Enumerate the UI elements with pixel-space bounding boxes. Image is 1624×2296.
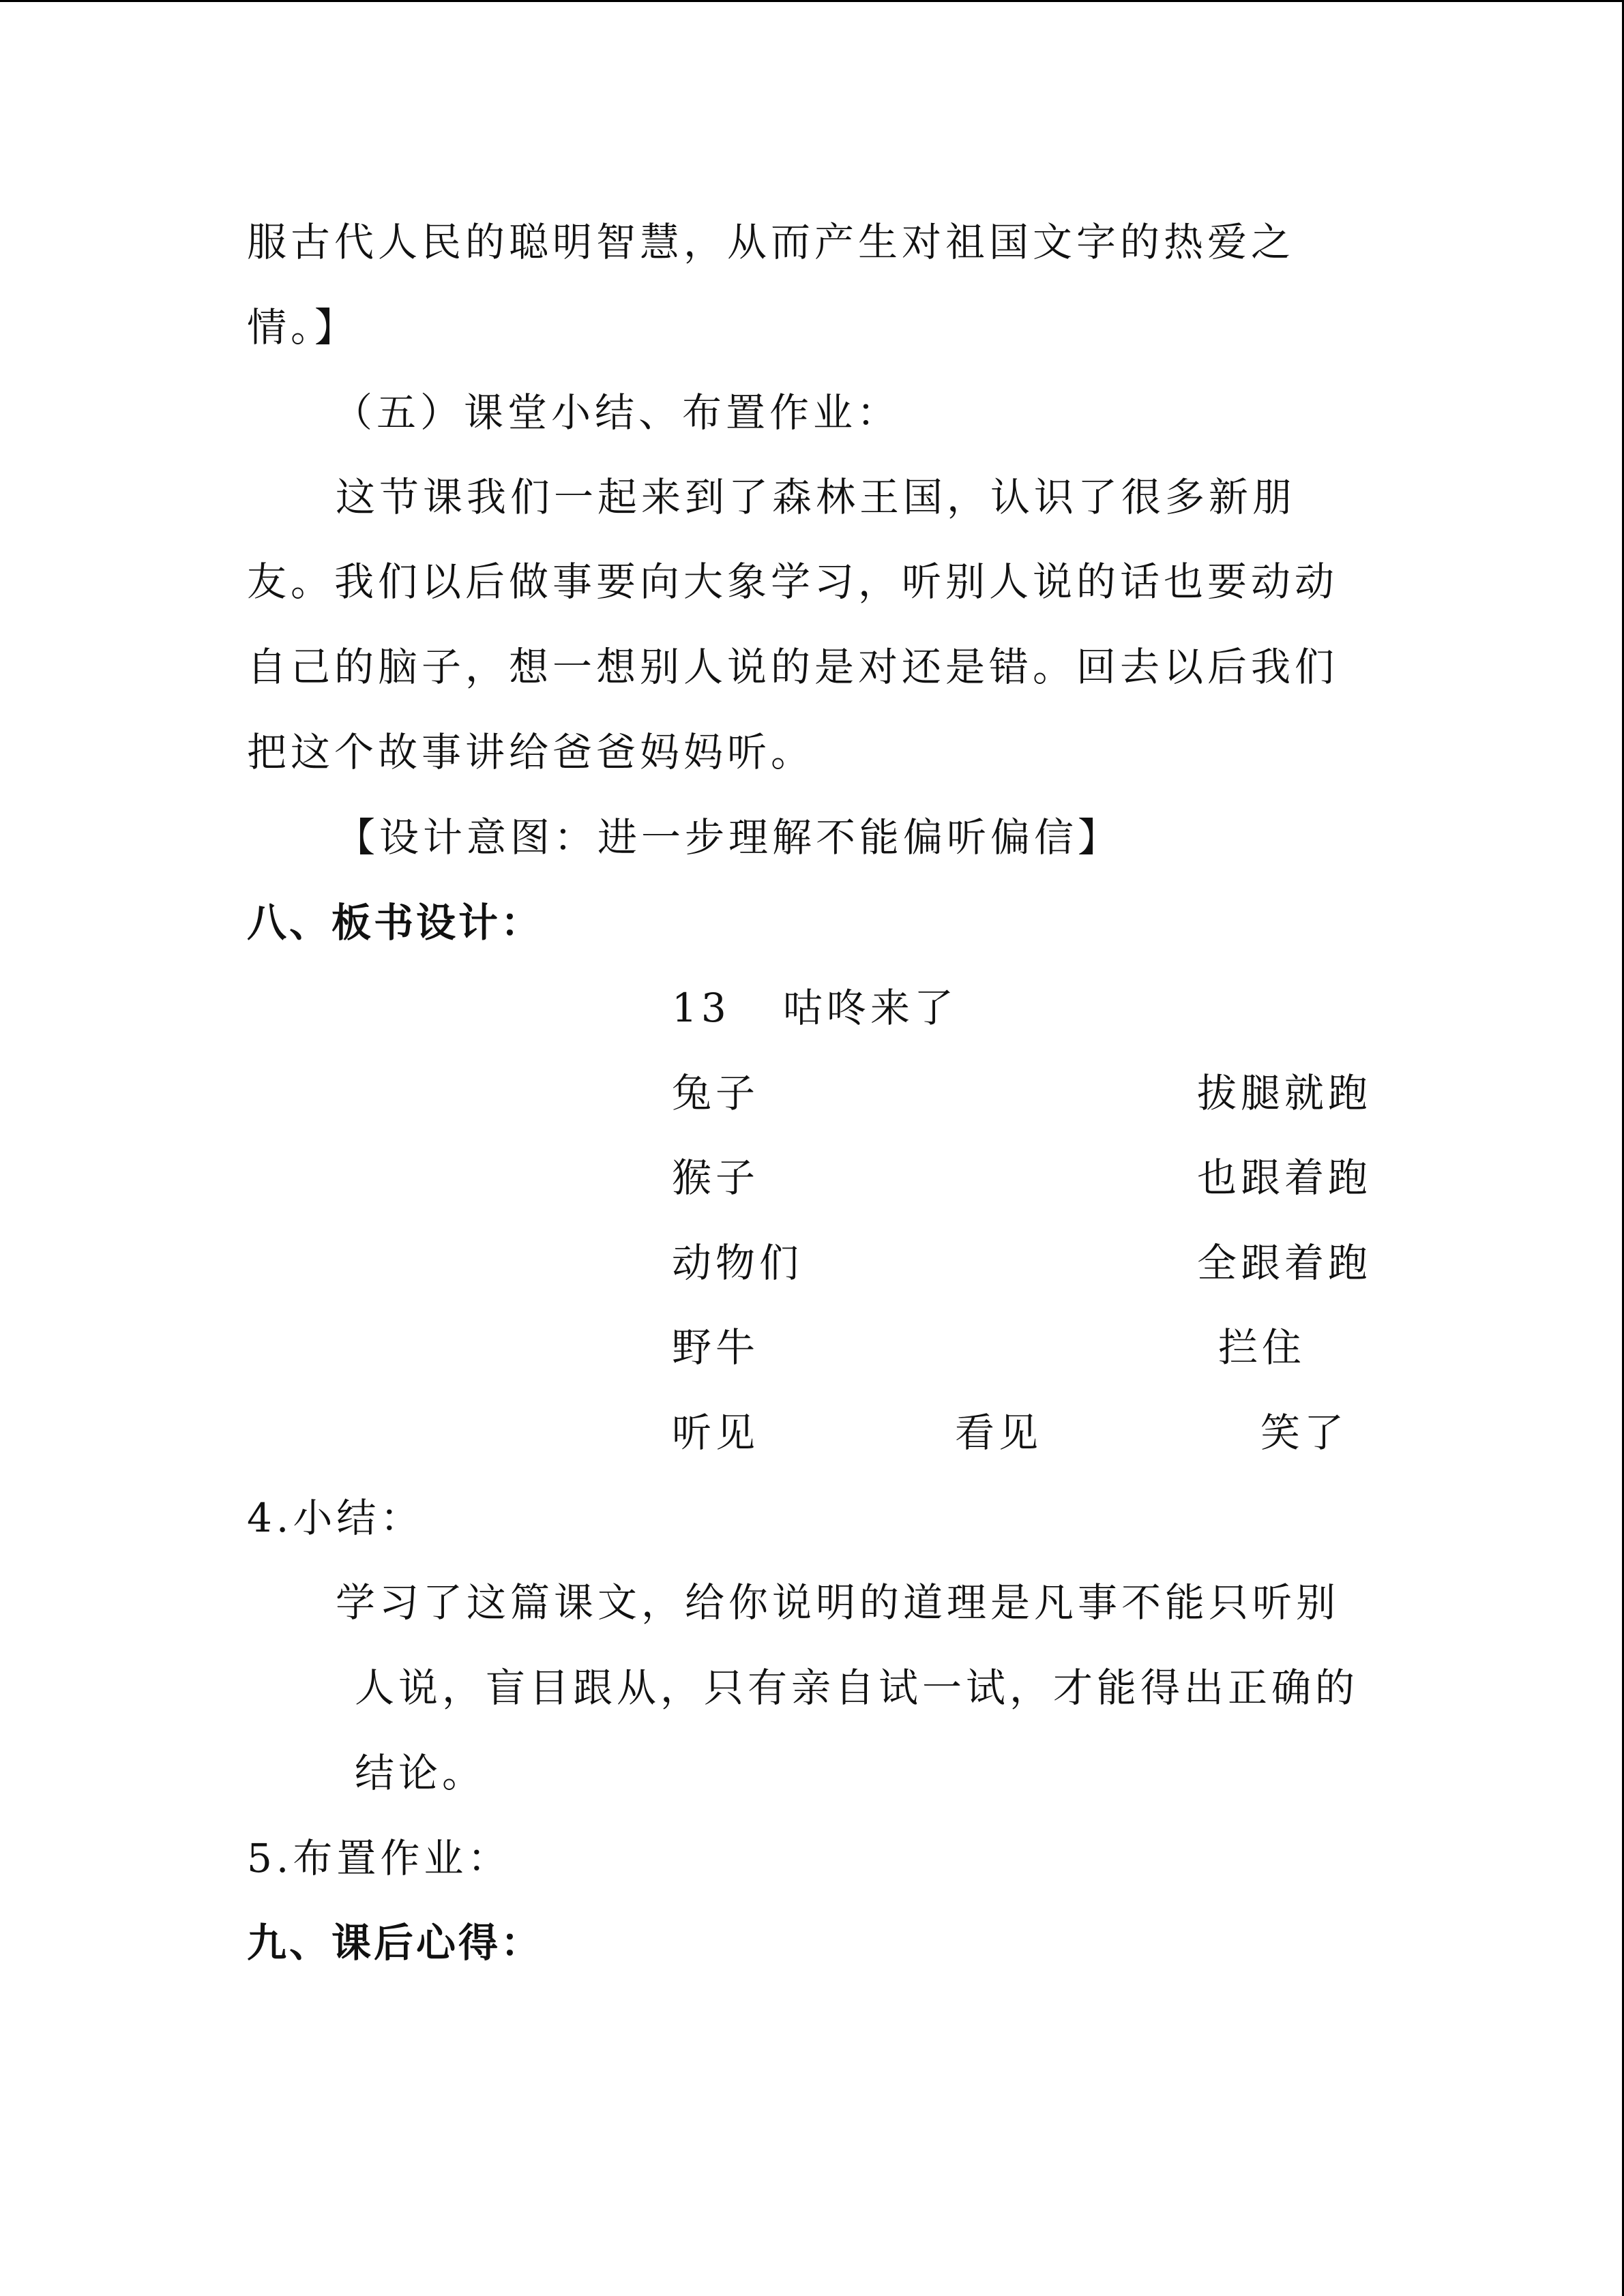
board-row-right: 拔腿就跑	[1197, 1070, 1372, 1116]
board-last-row-left: 听见	[672, 1410, 760, 1456]
reflection-heading: 九、课后心得：	[247, 1920, 544, 1966]
summary-heading: （五）课堂小结、布置作业：	[333, 389, 901, 436]
board-row-right: 拦住	[1218, 1324, 1306, 1371]
board-title-text: 咕咚来了	[783, 985, 958, 1031]
summary-paragraph-line-4: 把这个故事讲给爸爸妈妈听。	[247, 729, 815, 775]
board-title-number: 13	[672, 985, 730, 1031]
board-row-right: 也跟着跑	[1197, 1154, 1372, 1201]
summary-paragraph-line-1: 这节课我们一起来到了森林王国，认识了很多新朋	[336, 474, 1297, 520]
board-row-left: 野牛	[672, 1324, 760, 1371]
conclusion-line-2: 人说，盲目跟从，只有亲自试一试，才能得出正确的	[355, 1665, 1359, 1711]
board-last-row-middle: 看见	[955, 1410, 1043, 1456]
conclusion-line-1: 学习了这篇课文，给你说明的道理是凡事不能只听别	[336, 1579, 1340, 1626]
board-row-right: 全跟着跑	[1197, 1240, 1372, 1286]
board-row-left: 兔子	[672, 1070, 760, 1116]
lesson-text-line-2: 情。】	[247, 304, 359, 351]
lesson-text-line-1: 服古代人民的聪明智慧，从而产生对祖国文字的热爱之	[247, 219, 1295, 265]
summary-paragraph-line-3: 自己的脑子，想一想别人说的是对还是错。回去以后我们	[247, 644, 1339, 690]
homework-heading: 5.布置作业：	[247, 1835, 512, 1881]
board-design-heading: 八、板书设计：	[247, 899, 544, 946]
conclusion-heading: 4.小结：	[247, 1495, 424, 1541]
board-row-left: 猴子	[672, 1154, 760, 1201]
board-row-left: 动物们	[672, 1240, 803, 1286]
summary-paragraph-line-2: 友。我们以后做事要向大象学习，听别人说的话也要动动	[247, 558, 1339, 605]
conclusion-line-3: 结论。	[355, 1750, 486, 1796]
board-last-row-right: 笑了	[1260, 1410, 1348, 1456]
design-intent: 【设计意图：进一步理解不能偏听偏信】	[336, 814, 1122, 861]
